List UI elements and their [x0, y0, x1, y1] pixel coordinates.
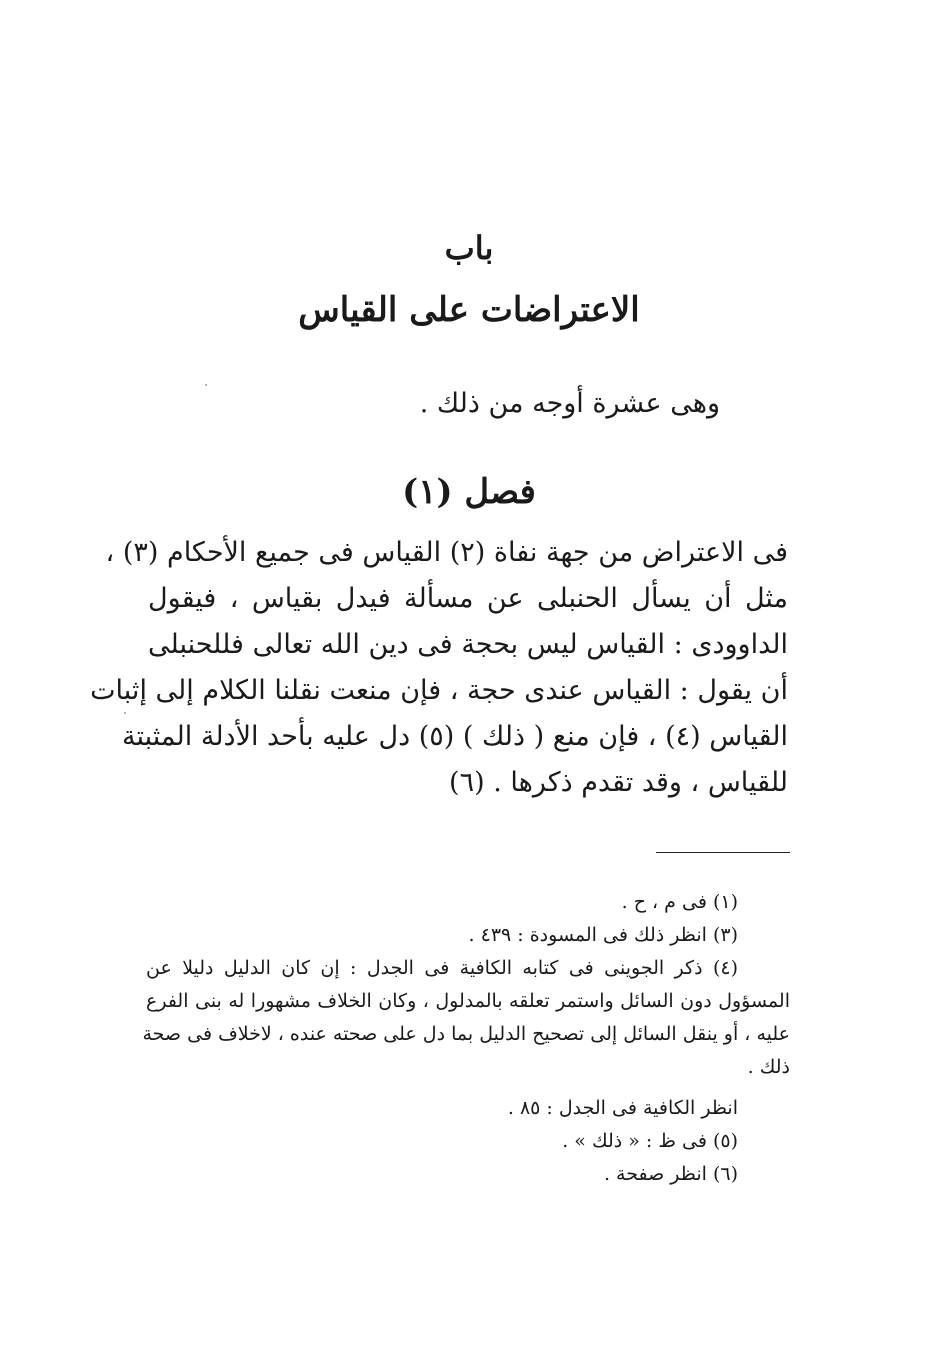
footnote-4-reference: انظر الكافية فى الجدل : ٨٥ . — [507, 1097, 738, 1119]
section-body — [90, 530, 788, 806]
scan-speck — [124, 712, 126, 714]
intro-sentence: وهى عشرة أوجه من ذلك . — [419, 388, 720, 419]
footnotes — [142, 886, 790, 1191]
chapter-label: باب — [444, 229, 494, 267]
footnote-5: (٥) فى ظ : « ذلك » . — [562, 1130, 738, 1152]
body-line: الداوودى : القياس ليس بحجة فى دين الله تعالى فللحنبلى — [148, 629, 788, 660]
footnote-3: (٣) انظر ذلك فى المسودة : ٤٣٩ . — [468, 924, 738, 946]
chapter-title: الاعتراضات على القياس — [298, 290, 640, 330]
footnote-4-line: ذلك . — [747, 1056, 790, 1078]
footnote-6: (٦) انظر صفحة . — [603, 1163, 738, 1185]
footnote-4-line: المسؤول دون السائل واستمر تعلقه بالمدلول ، وكان الخلاف مشهورا له بنى الفرع — [146, 990, 790, 1012]
footnote-4-line: عليه ، أو ينقل السائل إلى تصحيح الدليل بما دل على صحته عنده ، لاخلاف فى صحة — [142, 1023, 790, 1045]
scan-speck — [205, 384, 207, 386]
section-title: فصل (١) — [402, 472, 536, 512]
body-line: أن يقول : القياس عندى حجة ، فإن منعت نقلنا الكلام إلى إثبات — [90, 675, 788, 706]
body-line: للقياس ، وقد تقدم ذكرها . (٦) — [449, 767, 788, 798]
body-line: فى الاعتراض من جهة نفاة (٢) القياس فى جميع الأحكام (٣) ، — [105, 537, 788, 568]
footnote-1: (١) فى م ، ح . — [621, 891, 738, 913]
body-line: مثل أن يسأل الحنبلى عن مسألة فيدل بقياس ، فيقول — [148, 583, 788, 614]
body-line: القياس (٤) ، فإن منع ( ذلك ) (٥) دل عليه بأحد الأدلة المثبتة — [122, 721, 788, 752]
footnote-divider — [656, 852, 790, 853]
footnote-4-line: (٤) ذكر الجوينى فى كتابه الكافية فى الجدل : إن كان الدليل دليلا عن — [146, 957, 738, 979]
